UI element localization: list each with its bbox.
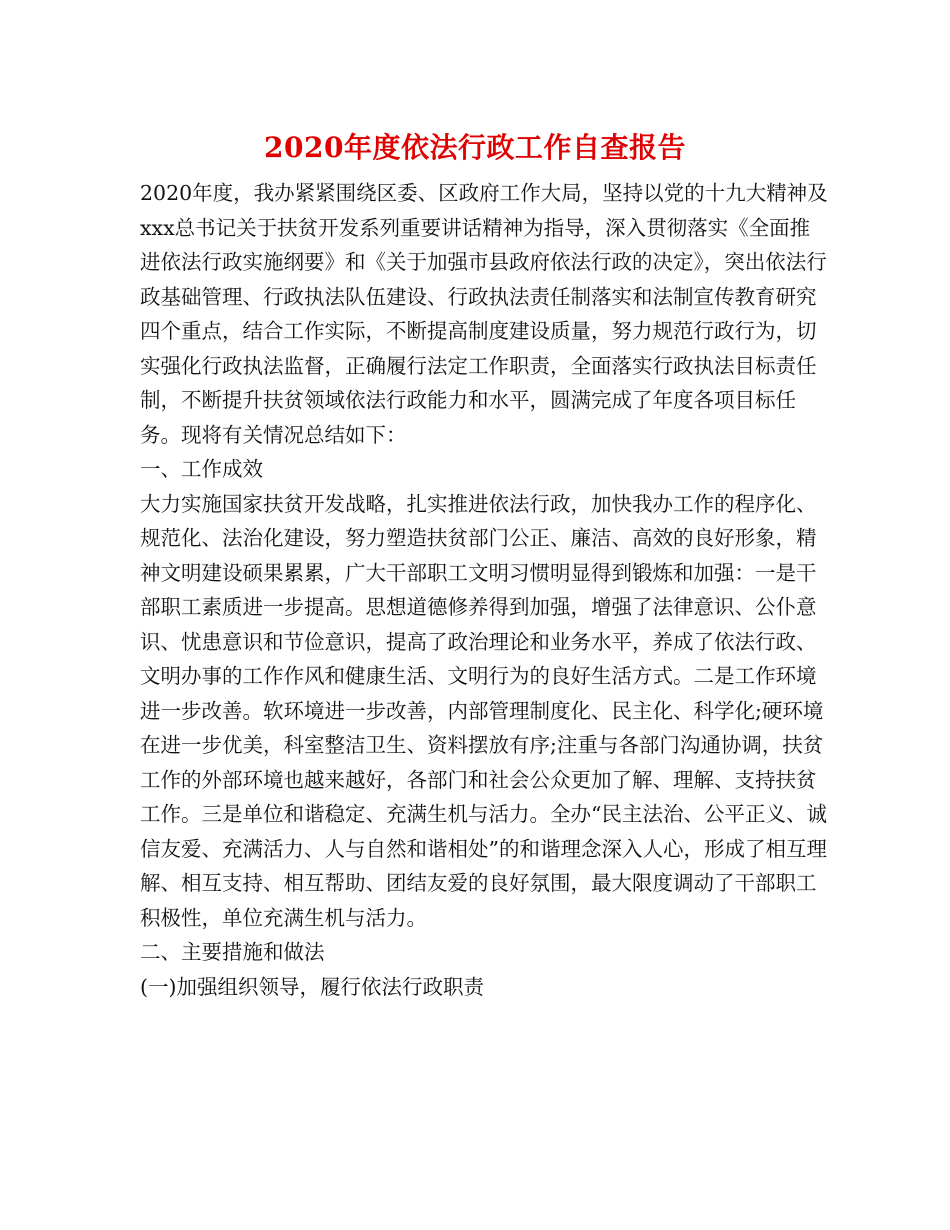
document-body: [140, 176, 830, 1004]
section-heading-achievements: 一、工作成效: [140, 457, 263, 481]
achievements-paragraph: 大力实施国家扶贫开发战略，扎实推进依法行政，加快我办工作的程序化、规范化、法治化建设，努力塑造扶贫部门公正、廉洁、高效的良好形象，精神文明建设硕果累累，广大干部职工文明习惯明显得到锻炼和加强：一是干部职工素质进一步提高。思想道德修养得到加强，增强了法律意识、公仆意识、忧患意识和节俭意识，提高了政治理论和业务水平，养成了依法行政、文明办事的工作作风和健康生活、文明行为的良好生活方式。二是工作环境进一步改善。软环境进一步改善，内部管理制度化、民主化、科学化;硬环境在进一步优美，科室整洁卫生、资料摆放有序;注重与各部门沟通协调，扶贫工作的外部环境也越来越好，各部门和社会公众更加了解、理解、支持扶贫工作。三是单位和谐稳定、充满生机与活力。全办“民主法治、公平正义、诚信友爱、充满活力、人与自然和谐相处”的和谐理念深入人心，形成了相互理解、相互支持、相互帮助、团结友爱的良好氛围，最大限度调动了干部职工积极性，单位充满生机与活力。: [140, 491, 827, 930]
intro-paragraph: 2020年度，我办紧紧围绕区委、区政府工作大局，坚持以党的十九大精神及xxx总书记关于扶贫开发系列重要讲话精神为指导，深入贯彻落实《全面推进依法行政实施纲要》和《关于加强市县政府依法行政的决定》，突出依法行政基础管理、行政执法队伍建设、行政执法责任制落实和法制宣传教育研究四个重点，结合工作实际，不断提高制度建设质量，努力规范行政行为，切实强化行政执法监督，正确履行法定工作职责，全面落实行政执法目标责任制，不断提升扶贫领域依法行政能力和水平，圆满完成了年度各项目标任务。现将有关情况总结如下：: [140, 181, 828, 447]
subsection-heading-leadership: (一)加强组织领导，履行依法行政职责: [140, 974, 484, 999]
document-title: 2020年度依法行政工作自查报告: [264, 131, 686, 164]
section-heading-measures: 二、主要措施和做法: [140, 940, 325, 964]
